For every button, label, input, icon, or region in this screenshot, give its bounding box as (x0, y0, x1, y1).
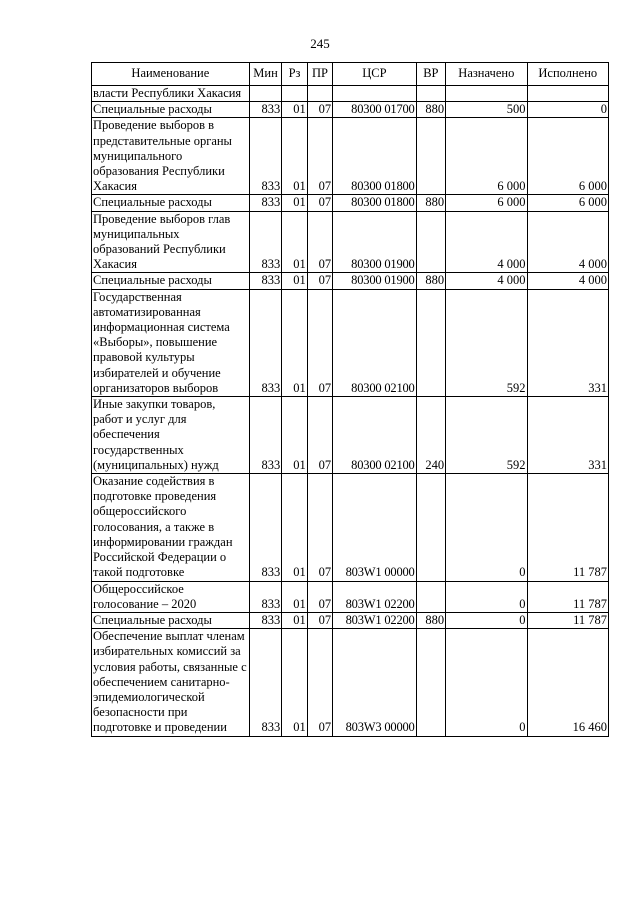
cell-vr (416, 474, 446, 581)
cell-pr: 07 (307, 273, 332, 289)
cell-vr (416, 211, 446, 273)
page-number: 245 (310, 36, 330, 51)
cell-min: 833 (249, 397, 282, 474)
cell-ispolneno (527, 86, 608, 102)
cell-vr (416, 581, 446, 612)
cell-ispolneno: 331 (527, 289, 608, 396)
table-header-row (92, 63, 609, 86)
cell-ispolneno: 331 (527, 397, 608, 474)
cell-name: Специальные расходы (92, 612, 250, 628)
cell-csr: 80300 01700 (333, 102, 416, 118)
cell-name: Общероссийское голосование – 2020 (92, 581, 250, 612)
cell-rz: 01 (282, 195, 307, 211)
cell-csr: 80300 01900 (333, 211, 416, 273)
cell-naznacheno: 4 000 (446, 273, 527, 289)
cell-vr: 880 (416, 273, 446, 289)
cell-pr: 07 (307, 211, 332, 273)
table-row (92, 581, 609, 612)
cell-ispolneno: 11 787 (527, 581, 608, 612)
cell-ispolneno: 4 000 (527, 211, 608, 273)
cell-naznacheno: 592 (446, 289, 527, 396)
cell-pr: 07 (307, 474, 332, 581)
cell-csr: 80300 02100 (333, 397, 416, 474)
cell-pr: 07 (307, 195, 332, 211)
cell-min: 833 (249, 211, 282, 273)
cell-name: Оказание содействия в подготовке проведения общероссийского голосования, а также в информировании граждан Российской Федерации о такой подготовке (92, 474, 250, 581)
cell-rz (282, 86, 307, 102)
cell-pr: 07 (307, 581, 332, 612)
cell-ispolneno: 16 460 (527, 629, 608, 736)
cell-min: 833 (249, 629, 282, 736)
cell-ispolneno: 4 000 (527, 273, 608, 289)
cell-ispolneno: 11 787 (527, 474, 608, 581)
cell-csr: 803W1 00000 (333, 474, 416, 581)
table-row (92, 612, 609, 628)
cell-rz: 01 (282, 289, 307, 396)
cell-rz: 01 (282, 102, 307, 118)
table-row (92, 397, 609, 474)
cell-csr: 80300 01900 (333, 273, 416, 289)
cell-rz: 01 (282, 211, 307, 273)
table-row (92, 102, 609, 118)
budget-table (91, 62, 609, 737)
header-min: Мин (249, 63, 282, 86)
cell-min: 833 (249, 289, 282, 396)
cell-min: 833 (249, 102, 282, 118)
cell-naznacheno: 6 000 (446, 118, 527, 195)
cell-naznacheno: 0 (446, 629, 527, 736)
table-row (92, 629, 609, 736)
cell-vr: 880 (416, 612, 446, 628)
cell-pr: 07 (307, 629, 332, 736)
cell-csr: 803W1 02200 (333, 581, 416, 612)
cell-pr (307, 86, 332, 102)
table-row (92, 474, 609, 581)
header-pr: ПР (307, 63, 332, 86)
cell-ispolneno: 0 (527, 102, 608, 118)
cell-naznacheno: 0 (446, 474, 527, 581)
header-ispolneno: Исполнено (527, 63, 608, 86)
cell-name: Обеспечение выплат членам избирательных комиссий за условия работы, связанные с обеспечением санитарно-эпидемиологической безопасности при подготовке и проведении (92, 629, 250, 736)
table-row (92, 86, 609, 102)
cell-naznacheno: 0 (446, 612, 527, 628)
cell-rz: 01 (282, 581, 307, 612)
cell-name: Государственная автоматизированная информационная система «Выборы», повышение правовой культуры избирателей и обучение организаторов выборов (92, 289, 250, 396)
cell-min: 833 (249, 474, 282, 581)
cell-csr (333, 86, 416, 102)
cell-vr: 880 (416, 195, 446, 211)
header-name: Наименование (92, 63, 250, 86)
cell-naznacheno: 500 (446, 102, 527, 118)
cell-pr: 07 (307, 118, 332, 195)
cell-rz: 01 (282, 273, 307, 289)
cell-pr: 07 (307, 397, 332, 474)
table-row (92, 211, 609, 273)
cell-naznacheno: 6 000 (446, 195, 527, 211)
table-row (92, 273, 609, 289)
cell-name: власти Республики Хакасия (92, 86, 250, 102)
cell-naznacheno (446, 86, 527, 102)
cell-vr (416, 118, 446, 195)
cell-min: 833 (249, 118, 282, 195)
header-vr: ВР (416, 63, 446, 86)
table-row (92, 118, 609, 195)
cell-name: Проведение выборов глав муниципальных образований Республики Хакасия (92, 211, 250, 273)
table-row (92, 289, 609, 396)
cell-rz: 01 (282, 612, 307, 628)
cell-csr: 80300 01800 (333, 118, 416, 195)
cell-vr (416, 86, 446, 102)
cell-vr (416, 629, 446, 736)
cell-rz: 01 (282, 397, 307, 474)
header-csr: ЦСР (333, 63, 416, 86)
cell-naznacheno: 0 (446, 581, 527, 612)
header-naznacheno: Назначено (446, 63, 527, 86)
cell-name: Специальные расходы (92, 273, 250, 289)
cell-min: 833 (249, 195, 282, 211)
cell-name: Специальные расходы (92, 102, 250, 118)
cell-pr: 07 (307, 612, 332, 628)
cell-csr: 803W3 00000 (333, 629, 416, 736)
cell-csr: 80300 02100 (333, 289, 416, 396)
cell-min (249, 86, 282, 102)
cell-pr: 07 (307, 102, 332, 118)
cell-ispolneno: 11 787 (527, 612, 608, 628)
cell-min: 833 (249, 273, 282, 289)
cell-pr: 07 (307, 289, 332, 396)
cell-naznacheno: 592 (446, 397, 527, 474)
cell-ispolneno: 6 000 (527, 118, 608, 195)
cell-vr: 880 (416, 102, 446, 118)
cell-min: 833 (249, 581, 282, 612)
cell-name: Иные закупки товаров, работ и услуг для обеспечения государственных (муниципальных) нужд (92, 397, 250, 474)
cell-rz: 01 (282, 629, 307, 736)
cell-csr: 803W1 02200 (333, 612, 416, 628)
cell-vr: 240 (416, 397, 446, 474)
cell-name: Проведение выборов в представительные органы муниципального образования Республики Хакасия (92, 118, 250, 195)
cell-naznacheno: 4 000 (446, 211, 527, 273)
cell-ispolneno: 6 000 (527, 195, 608, 211)
cell-vr (416, 289, 446, 396)
cell-csr: 80300 01800 (333, 195, 416, 211)
table-body (92, 86, 609, 737)
cell-rz: 01 (282, 474, 307, 581)
cell-min: 833 (249, 612, 282, 628)
cell-rz: 01 (282, 118, 307, 195)
header-rz: Рз (282, 63, 307, 86)
cell-name: Специальные расходы (92, 195, 250, 211)
table-row (92, 195, 609, 211)
